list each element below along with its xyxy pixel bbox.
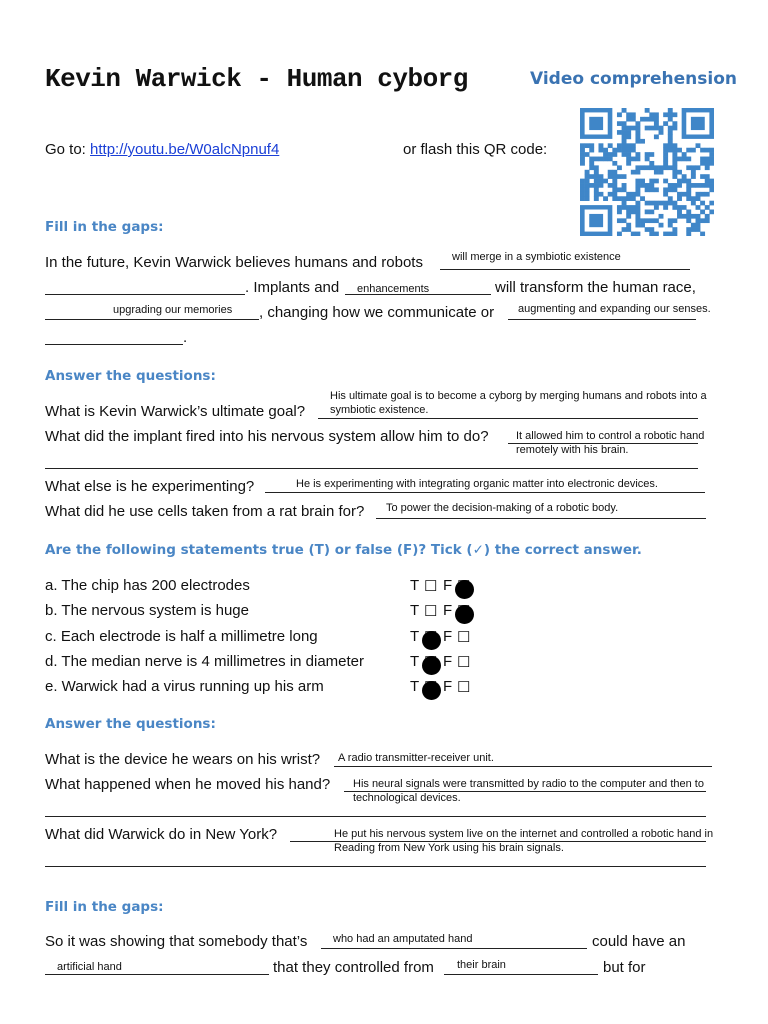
s2-blank3[interactable] — [265, 492, 705, 493]
section4-heading: Answer the questions: — [45, 716, 216, 732]
section1-heading: Fill in the gaps: — [45, 219, 164, 235]
s4-answer3-line2: Reading from New York using his brain signals. — [334, 842, 564, 854]
qr-instruction: or flash this QR code: — [403, 141, 548, 158]
s1-line4-text: . — [183, 329, 188, 346]
tf-statement: e. Warwick had a virus running up his arm — [45, 678, 324, 695]
s5-answer2: artificial hand — [57, 961, 122, 973]
s4-blank2-cont[interactable] — [45, 816, 706, 817]
s2-question2: What did the implant fired into his nervous system allow him to do? — [45, 428, 489, 445]
s2-answer2-line2: remotely with his brain. — [516, 444, 629, 456]
false-label: F — [443, 577, 453, 594]
s4-question1: What is the device he wears on his wrist? — [45, 751, 321, 768]
s4-answer3-line1: He put his nervous system live on the internet and controlled a robotic hand in — [334, 828, 714, 840]
page-title: Kevin Warwick - Human cyborg — [45, 64, 468, 94]
true-label: T — [410, 628, 420, 645]
false-label: F — [443, 678, 453, 695]
s4-answer2-line1: His neural signals were transmitted by radio to the computer and then to — [353, 778, 704, 790]
s1-answer4: augmenting and expanding our senses. — [518, 303, 711, 315]
false-checkbox[interactable]: ☐ — [457, 654, 471, 671]
s2-answer3: He is experimenting with integrating organic matter into electronic devices. — [296, 478, 658, 490]
goto-line — [45, 141, 279, 158]
video-link[interactable]: http://youtu.be/W0alcNpnuf4 — [90, 141, 280, 158]
section3-heading: Are the following statements true (T) or false (F)? Tick (✓) the correct answer. — [45, 542, 642, 558]
s1-line2-text-b: will transform the human race, — [495, 279, 696, 296]
s2-answer2-line1: It allowed him to control a robotic hand — [516, 430, 705, 442]
selected-answer-mark — [422, 681, 441, 700]
false-label: F — [443, 628, 453, 645]
s2-answer1-line1: His ultimate goal is to become a cyborg by merging humans and robots into a — [330, 390, 707, 402]
false-checkbox[interactable]: ☐ — [457, 679, 471, 696]
s5-blank1[interactable] — [321, 948, 587, 949]
s5-blank3[interactable] — [444, 974, 598, 975]
s1-answer2: enhancements — [357, 283, 430, 295]
true-checkbox[interactable]: ☐ — [424, 578, 438, 595]
s1-blank4-cont[interactable] — [45, 344, 183, 345]
s1-blank1[interactable] — [440, 269, 690, 270]
tf-statement: d. The median nerve is 4 millimetres in diameter — [45, 653, 365, 670]
s1-line3-text: , changing how we communicate or — [259, 304, 495, 321]
selected-answer-mark — [455, 605, 474, 624]
s2-blank2-cont[interactable] — [45, 468, 698, 469]
s5-line2-text-b: but for — [603, 959, 646, 976]
s4-answer2-line2: technological devices. — [353, 792, 461, 804]
s2-answer4: To power the decision-making of a robotic body. — [386, 502, 619, 514]
s5-answer3: their brain — [457, 959, 506, 971]
false-label: F — [443, 602, 453, 619]
s1-blank4[interactable] — [508, 319, 696, 320]
selected-answer-mark — [422, 631, 441, 650]
s5-line1-text-b: could have an — [592, 933, 686, 950]
tf-statement: b. The nervous system is huge — [45, 602, 249, 619]
s2-question1: What is Kevin Warwick’s ultimate goal? — [45, 403, 306, 420]
s2-blank4[interactable] — [376, 518, 706, 519]
s1-blank3[interactable] — [45, 319, 259, 320]
s4-blank3-cont[interactable] — [45, 866, 706, 867]
s2-answer1-line2: symbiotic existence. — [330, 404, 429, 416]
goto-label: Go to: — [45, 141, 91, 158]
s5-answer1: who had an amputated hand — [333, 933, 473, 945]
s5-blank2[interactable] — [45, 974, 269, 975]
tf-statement: a. The chip has 200 electrodes — [45, 577, 250, 594]
s5-line1-text-a: So it was showing that somebody that’s — [45, 933, 308, 950]
selected-answer-mark — [455, 580, 474, 599]
s2-question3: What else is he experimenting? — [45, 478, 255, 495]
true-checkbox[interactable]: ☐ — [424, 603, 438, 620]
true-label: T — [410, 602, 420, 619]
section2-heading: Answer the questions: — [45, 368, 216, 384]
section5-heading: Fill in the gaps: — [45, 899, 164, 915]
s1-answer1: will merge in a symbiotic existence — [452, 251, 621, 263]
true-label: T — [410, 653, 420, 670]
page-subtitle: Video comprehension — [530, 69, 737, 89]
s1-line2-text-a: . Implants and — [245, 279, 340, 296]
true-label: T — [410, 678, 420, 695]
s4-blank1[interactable] — [334, 766, 712, 767]
false-label: F — [443, 653, 453, 670]
s4-question2: What happened when he moved his hand? — [45, 776, 331, 793]
s2-question4: What did he use cells taken from a rat brain for? — [45, 503, 365, 520]
qr-code-image — [580, 108, 714, 236]
s5-line2-text-a: that they controlled from — [273, 959, 434, 976]
tf-statement: c. Each electrode is half a millimetre long — [45, 628, 318, 645]
s1-blank1-cont[interactable] — [45, 294, 245, 295]
selected-answer-mark — [422, 656, 441, 675]
s1-answer3: upgrading our memories — [113, 304, 233, 316]
true-label: T — [410, 577, 420, 594]
s2-blank1[interactable] — [318, 418, 698, 419]
s4-question3: What did Warwick do in New York? — [45, 826, 278, 843]
s1-line1-text: In the future, Kevin Warwick believes humans and robots — [45, 254, 423, 271]
false-checkbox[interactable]: ☐ — [457, 629, 471, 646]
s4-answer1: A radio transmitter-receiver unit. — [338, 752, 494, 764]
